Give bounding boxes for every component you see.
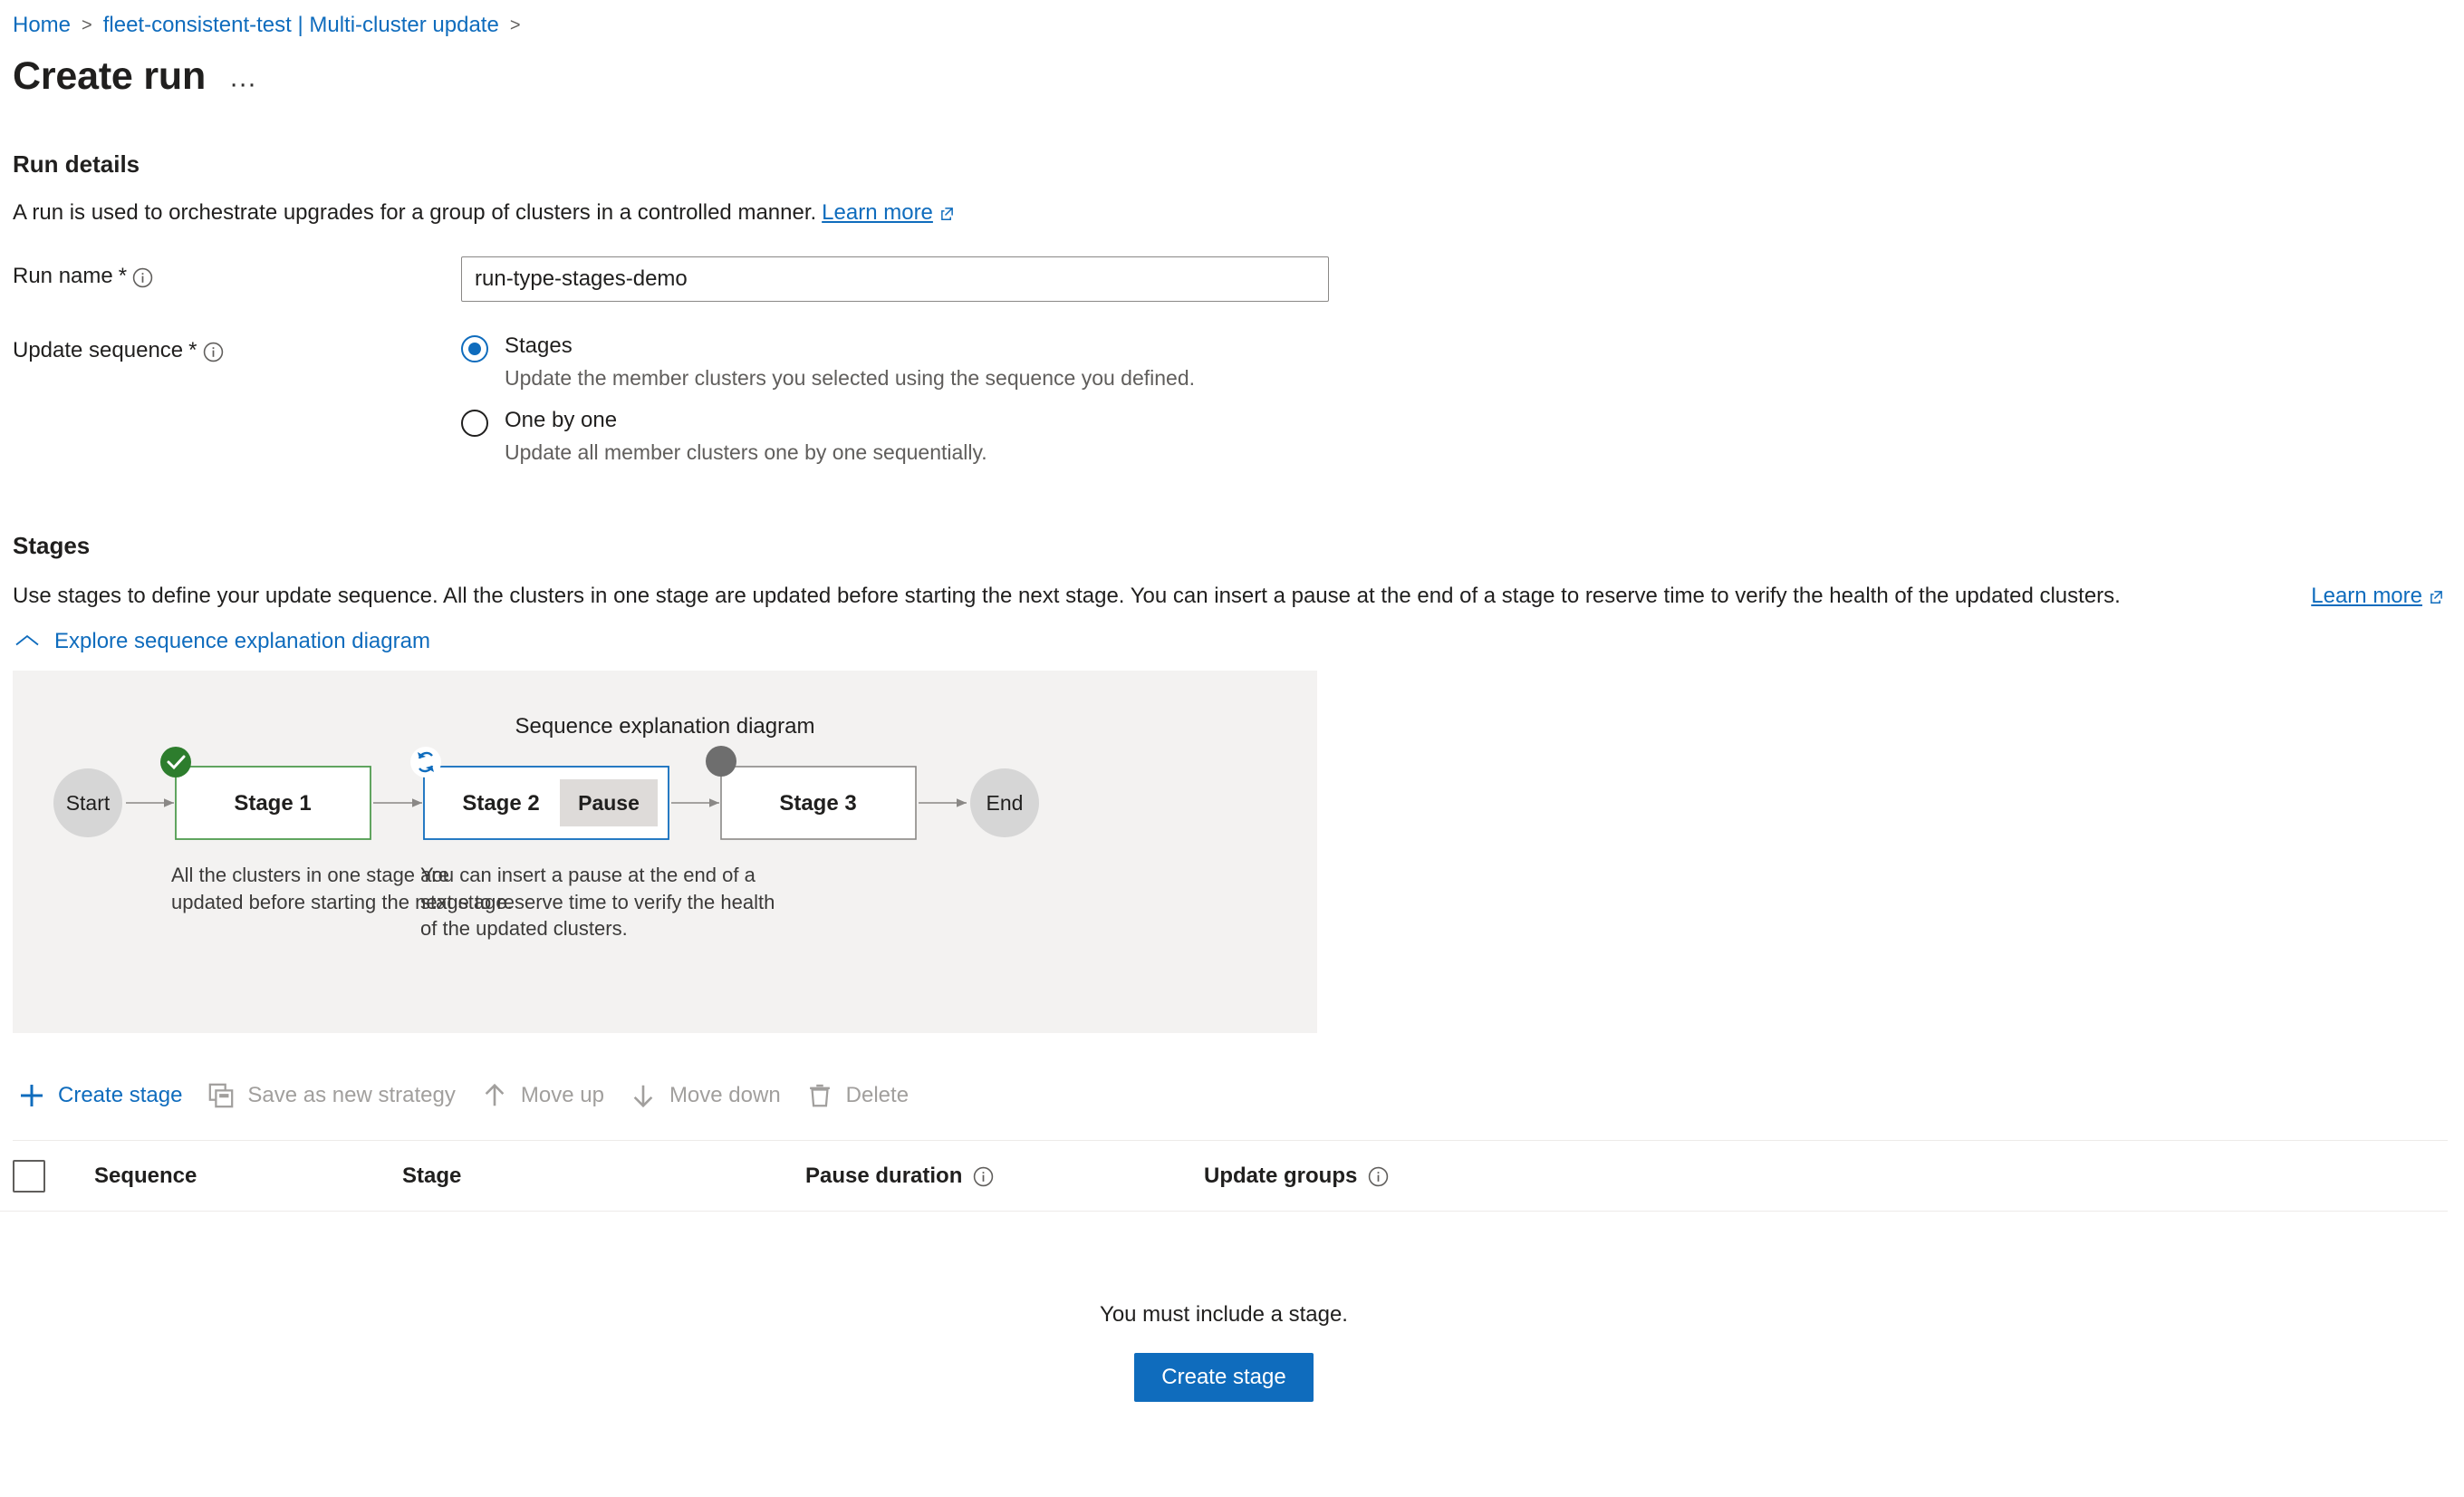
- radio-indicator-stages[interactable]: [461, 335, 488, 362]
- select-all-cell: [13, 1160, 94, 1193]
- run-name-input[interactable]: [461, 256, 1329, 302]
- diagram-start-label: Start: [65, 791, 111, 816]
- stages-table-header: [0, 1141, 2448, 1212]
- radio-option-one-by-one[interactable]: [461, 407, 1195, 467]
- page-title-row: [0, 39, 2464, 99]
- create-stage-command-label: Create stage: [58, 1083, 183, 1108]
- diagram-caption-2: You can insert a pause at the end of a stage to reserve time to verify the health of the updated clusters.: [420, 864, 775, 941]
- arrow-down-icon: [630, 1082, 657, 1109]
- arrow-up-icon: [481, 1082, 508, 1109]
- external-link-icon: [2429, 584, 2444, 599]
- explore-sequence-diagram-label: Explore sequence explanation diagram: [54, 629, 430, 654]
- move-down-command[interactable]: [624, 1067, 801, 1124]
- update-sequence-row: [0, 331, 2464, 467]
- move-down-command-label: Move down: [669, 1083, 781, 1108]
- diagram-caption-1: All the clusters in one stage are updated before starting the next stage.: [171, 864, 513, 914]
- diagram-stage-1-label: Stage 1: [234, 791, 312, 816]
- pending-dot-icon: [706, 746, 736, 777]
- column-header-pause-duration-label: Pause duration: [805, 1163, 963, 1188]
- column-header-stage[interactable]: [402, 1164, 805, 1189]
- breadcrumb-item-fleet[interactable]: fleet-consistent-test | Multi-cluster update: [102, 13, 499, 37]
- stages-command-bar: [0, 1067, 2464, 1124]
- plus-icon: [18, 1082, 45, 1109]
- stages-heading: Stages: [13, 531, 91, 559]
- save-as-new-strategy-command[interactable]: [202, 1067, 475, 1124]
- explore-sequence-diagram-toggle[interactable]: [0, 629, 430, 654]
- info-icon[interactable]: [973, 1166, 994, 1187]
- create-stage-command[interactable]: [13, 1067, 202, 1124]
- move-up-command[interactable]: [476, 1067, 624, 1124]
- diagram-end-label: End: [986, 791, 1024, 816]
- column-header-pause-duration[interactable]: [805, 1164, 1204, 1189]
- update-sequence-label-text: Update sequence: [13, 338, 184, 363]
- stages-empty-message: You must include a stage.: [1100, 1302, 1348, 1328]
- update-sequence-radio-group: [461, 331, 1195, 467]
- column-header-update-groups-label: Update groups: [1204, 1163, 1358, 1188]
- radio-option-one-by-one-description: Update all member clusters one by one sequentially.: [505, 440, 987, 465]
- diagram-title: Sequence explanation diagram: [515, 714, 815, 739]
- run-name-label-text: Run name: [13, 264, 113, 289]
- diagram-stage-2-label: Stage 2: [462, 791, 540, 816]
- page-title: Create run: [13, 53, 207, 98]
- save-copy-icon: [207, 1082, 235, 1109]
- diagram-pause-label: Pause: [578, 791, 640, 816]
- radio-option-stages-label: Stages: [505, 333, 573, 359]
- run-details-description: [0, 198, 2464, 227]
- breadcrumb: [0, 0, 2464, 39]
- info-icon[interactable]: [203, 342, 224, 362]
- move-up-command-label: Move up: [520, 1083, 604, 1108]
- info-icon[interactable]: [132, 267, 153, 288]
- delete-command-label: Delete: [845, 1083, 910, 1108]
- run-name-label: [13, 256, 461, 289]
- chevron-up-icon: [14, 633, 40, 651]
- run-name-row: [0, 256, 2464, 302]
- breadcrumb-separator-2: >: [509, 15, 521, 36]
- run-details-heading: Run details: [13, 150, 140, 178]
- delete-command[interactable]: [801, 1067, 929, 1124]
- radio-option-one-by-one-label: One by one: [505, 408, 618, 433]
- breadcrumb-item-home[interactable]: Home: [13, 13, 72, 37]
- column-header-sequence-label: Sequence: [94, 1163, 197, 1188]
- stages-learn-more-link[interactable]: Learn more: [2311, 583, 2422, 608]
- update-sequence-required-mark: *: [188, 338, 197, 363]
- radio-indicator-one-by-one[interactable]: [461, 410, 488, 437]
- save-as-new-strategy-command-label: Save as new strategy: [247, 1083, 456, 1108]
- select-all-checkbox[interactable]: [13, 1160, 45, 1193]
- trash-icon: [806, 1082, 833, 1109]
- stages-description-text: Use stages to define your update sequence. All the clusters in one stage are updated before starting the next stage. You can insert a pause at the end of a stage to reserve time to verify the health of the updated clusters.: [13, 583, 2121, 608]
- diagram-stage-3-label: Stage 3: [779, 791, 857, 816]
- check-circle-icon: [160, 747, 191, 777]
- radio-option-stages-description: Update the member clusters you selected using the sequence you defined.: [505, 366, 1196, 391]
- stages-empty-state: [0, 1302, 2464, 1402]
- column-header-update-groups[interactable]: [1204, 1164, 1566, 1189]
- column-header-stage-label: Stage: [402, 1163, 462, 1188]
- update-sequence-label: [13, 331, 461, 363]
- breadcrumb-separator-1: >: [82, 15, 92, 36]
- stages-description: [0, 582, 2464, 611]
- run-details-learn-more-link[interactable]: Learn more: [822, 199, 933, 225]
- column-header-sequence[interactable]: [94, 1164, 402, 1189]
- radio-option-stages[interactable]: [461, 333, 1195, 392]
- run-details-description-text: A run is used to orchestrate upgrades for a group of clusters in a controlled manner.: [13, 199, 817, 225]
- sequence-explanation-diagram-panel: [13, 671, 1317, 1033]
- create-stage-button[interactable]: Create stage: [1134, 1353, 1313, 1402]
- more-options-button[interactable]: ···: [229, 68, 257, 99]
- sequence-diagram: [31, 739, 1299, 1011]
- run-name-required-mark: *: [118, 264, 128, 289]
- external-link-icon: [939, 200, 955, 216]
- sync-circle-icon: [410, 747, 441, 777]
- info-icon[interactable]: [1368, 1166, 1389, 1187]
